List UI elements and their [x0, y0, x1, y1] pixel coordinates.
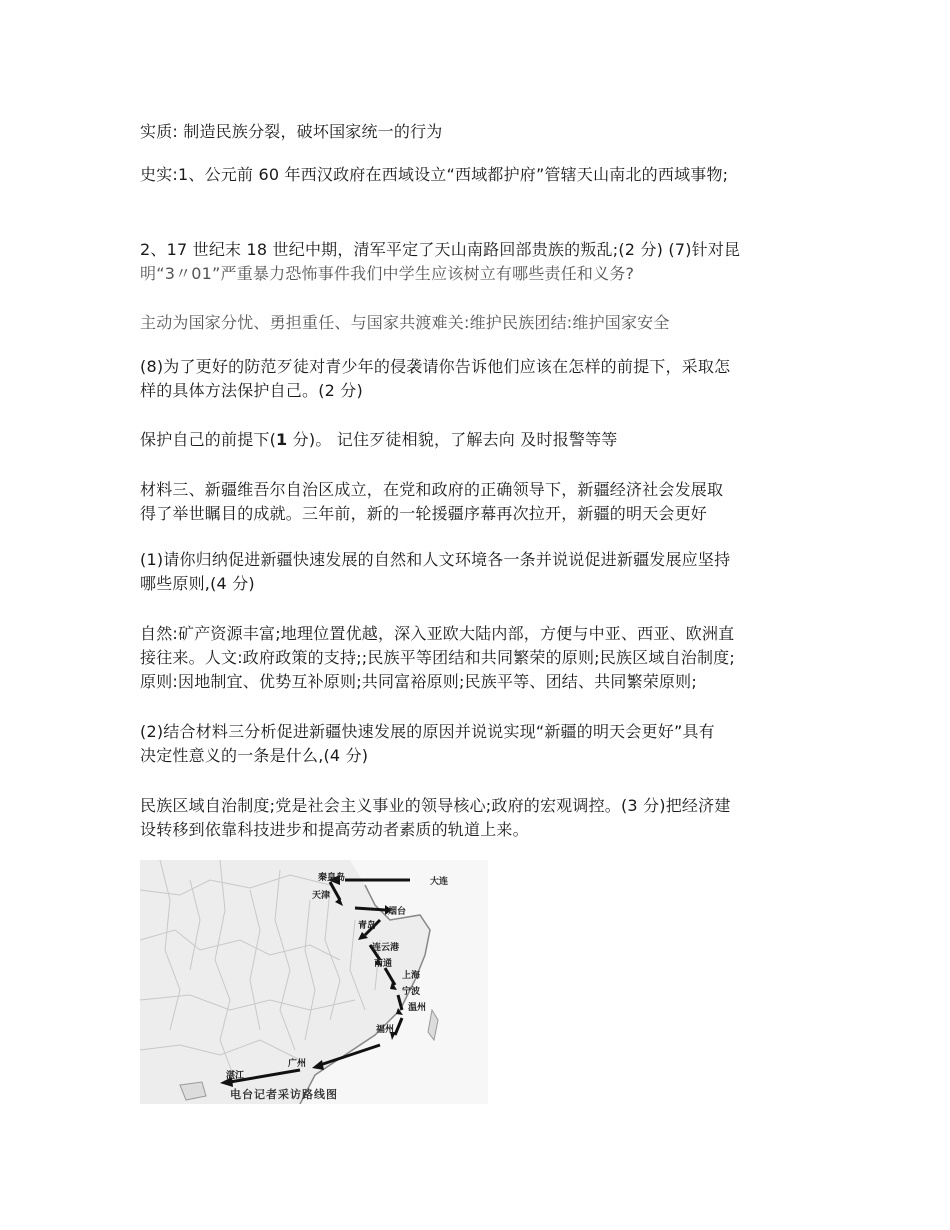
text-line: 得了举世瞩目的成就。三年前，新的一轮援疆序幕再次拉开，新疆的明天会更好 [140, 504, 708, 523]
city-label: 温州 [408, 1003, 427, 1013]
paragraph-essence [140, 120, 820, 144]
city-label: 南通 [374, 959, 393, 969]
city-label: 天津 [312, 891, 331, 901]
text-line: 原则:因地制宜、优势互补原则;共同富裕原则;民族平等、团结、共同繁荣原则; [140, 672, 697, 691]
text-line: (2)结合材料三分析促进新疆快速发展的原因并说说实现“新疆的明天会更好”具有 [140, 722, 715, 741]
paragraph-material-3 [140, 478, 820, 526]
city-label: 连云港 [372, 943, 400, 953]
text-segment: 保护自己的前提下( [140, 430, 277, 449]
text-line: 接往来。人文:政府政策的支持;;民族平等团结和共同繁荣的原则;民族区域自治制度; [140, 648, 735, 667]
paragraph-history-fact-1 [140, 163, 820, 187]
city-label: 宁波 [402, 987, 421, 997]
paragraph-answer-2 [140, 794, 820, 842]
city-label: 大连 [430, 877, 449, 887]
paragraph-answer-7 [140, 311, 820, 335]
text-line: (1)请你归纳促进新疆快速发展的自然和人文环境各一条并说说促进新疆发展应坚持 [140, 550, 731, 569]
text-line: 明“3〃01”严重暴力恐怖事件我们中学生应该树立有哪些责任和义务? [140, 264, 635, 283]
text-line: 设转移到依靠科技进步和提高劳动者素质的轨道上来。 [140, 820, 529, 839]
paragraph-answer-1 [140, 622, 820, 694]
map-caption: 电台记者采访路线图 [230, 1088, 338, 1101]
paragraph-question-1 [140, 548, 820, 596]
city-label: 广州 [288, 1059, 307, 1069]
text-line: 史实:1、公元前 60 年西汉政府在西域设立“西域都护府”管辖天山南北的西域事物; [140, 165, 729, 184]
text-segment: 分)。 记住歹徒相貌，了解去向 及时报警等等 [287, 430, 618, 449]
text-line: 民族区域自治制度;党是社会主义事业的领导核心;政府的宏观调控。(3 分)把经济建 [140, 796, 731, 815]
paragraph-question-8 [140, 355, 820, 403]
text-line: (8)为了更好的防范歹徒对青少年的侵袭请你告诉他们应该在怎样的前提下，采取怎 [140, 357, 731, 376]
city-label: 湛江 [226, 1071, 245, 1081]
paragraph-question-2 [140, 720, 820, 768]
score-number: 1 [276, 430, 288, 449]
city-label: 秦皇岛 [318, 873, 346, 883]
city-label: 福州 [376, 1025, 395, 1035]
city-label: 青岛 [358, 921, 377, 931]
route-map [140, 860, 488, 1104]
city-label: 烟台 [388, 907, 407, 917]
text-line: 实质: 制造民族分裂，破坏国家统一的行为 [140, 122, 443, 141]
text-line: 材料三、新疆维吾尔自治区成立，在党和政府的正确领导下，新疆经济社会发展取 [140, 480, 724, 499]
text-line: 自然:矿产资源丰富;地理位置优越，深入亚欧大陆内部，方便与中亚、西亚、欧洲直 [140, 624, 735, 643]
text-line: 2、17 世纪末 18 世纪中期，清军平定了天山南路回部贵族的叛乱;(2 分) (7)针对昆 [140, 240, 741, 259]
paragraph-history-fact-2 [140, 238, 820, 286]
text-line: 决定性意义的一条是什么,(4 分) [140, 746, 369, 765]
city-label: 上海 [402, 971, 421, 981]
paragraph-answer-8 [140, 428, 820, 452]
text-line: 样的具体方法保护自己。(2 分) [140, 381, 363, 400]
text-line: 主动为国家分忧、勇担重任、与国家共渡难关:维护民族团结:维护国家安全 [140, 313, 670, 332]
text-line: 哪些原则,(4 分) [140, 574, 255, 593]
